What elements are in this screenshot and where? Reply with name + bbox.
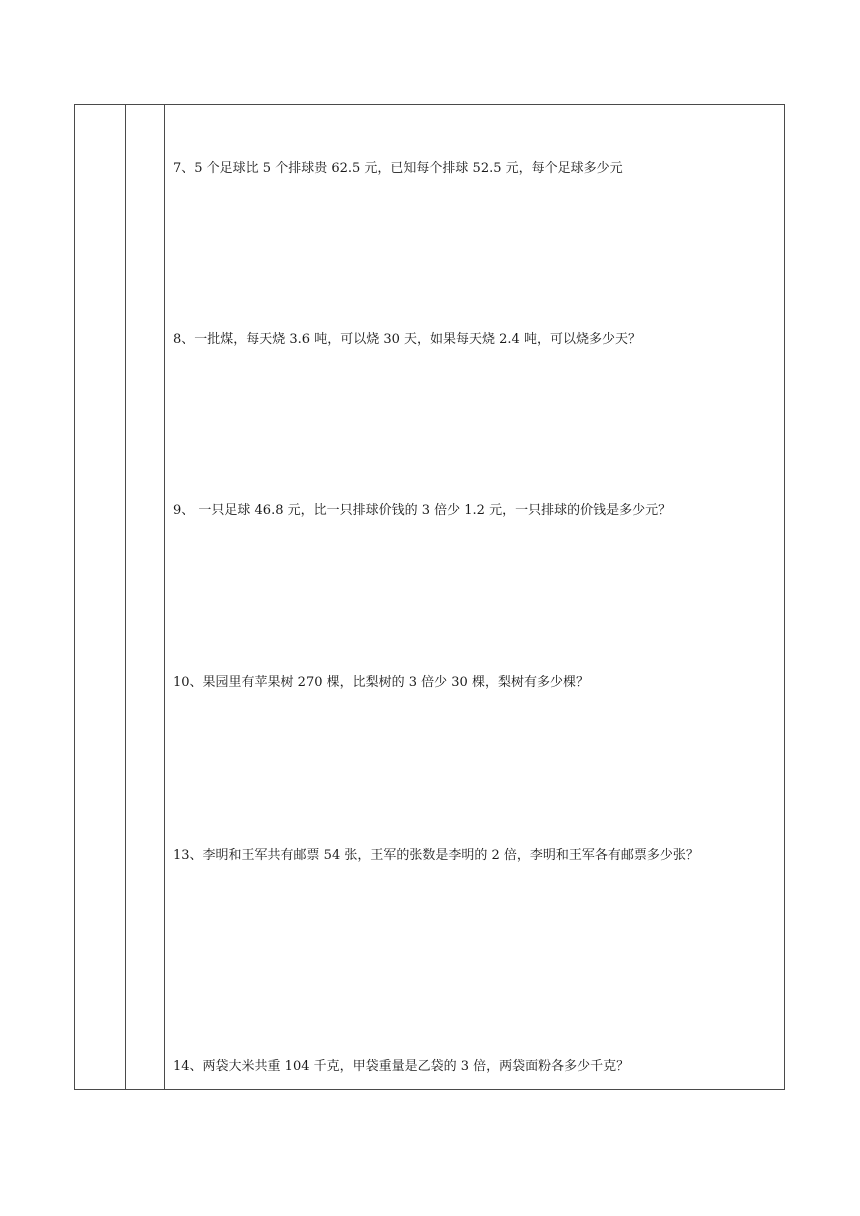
column-divider-1 (125, 105, 126, 1089)
question-7: 7、5 个足球比 5 个排球贵 62.5 元，已知每个排球 52.5 元，每个足球多少元 (173, 161, 623, 176)
column-divider-2 (164, 105, 165, 1089)
question-13: 13、李明和王军共有邮票 54 张，王军的张数是李明的 2 倍，李明和王军各有邮票多少张？ (173, 848, 699, 863)
question-9: 9、 一只足球 46.8 元，比一只排球价钱的 3 倍少 1.2 元，一只排球的价钱是多少元？ (173, 503, 672, 518)
question-10: 10、果园里有苹果树 270 棵，比梨树的 3 倍少 30 棵，梨树有多少棵？ (173, 675, 589, 690)
question-8: 8、一批煤，每天烧 3.6 吨，可以烧 30 天，如果每天烧 2.4 吨，可以烧多少天？ (173, 332, 641, 347)
worksheet-table (74, 104, 785, 1090)
question-14: 14、两袋大米共重 104 千克，甲袋重量是乙袋的 3 倍，两袋面粉各多少千克？ (173, 1059, 630, 1074)
